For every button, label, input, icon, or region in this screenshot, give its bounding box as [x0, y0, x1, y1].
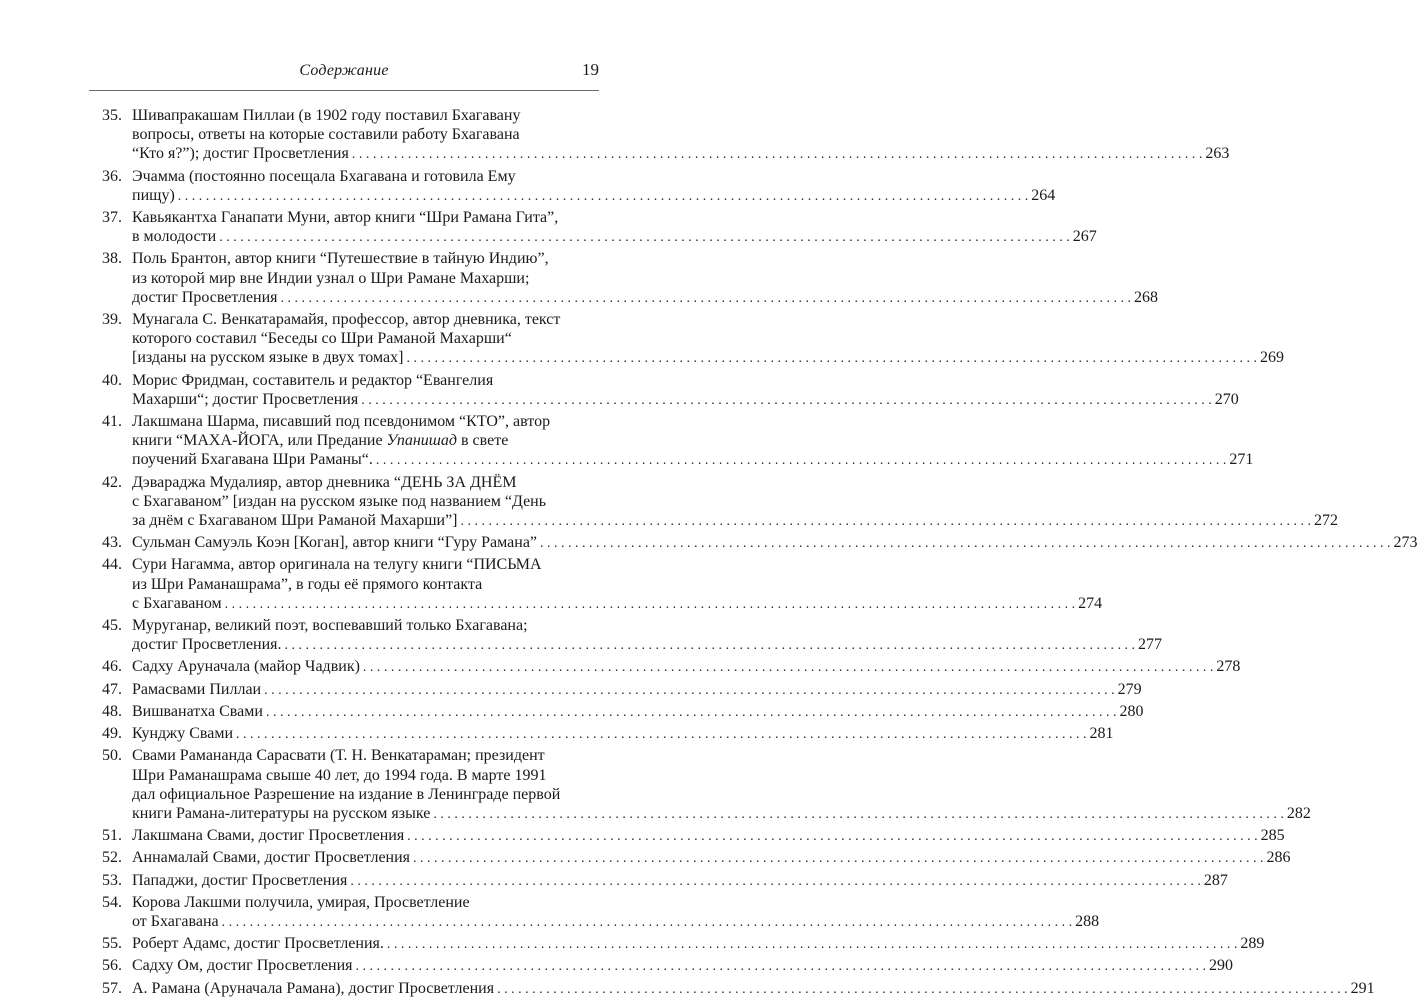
- header-rule: [89, 90, 599, 91]
- entry-last-line: [132, 533, 1418, 553]
- toc-entry: [89, 871, 1228, 891]
- toc-entry: [89, 616, 1163, 655]
- entry-text: [132, 724, 1114, 744]
- entry-number: 46.: [102, 658, 122, 676]
- dot-leader: [216, 228, 1073, 247]
- entry-line-part: книги “МАХА-ЙОГА, или Предание: [132, 432, 387, 450]
- dot-leader: [403, 349, 1260, 368]
- dot-leader: [384, 935, 1241, 954]
- dot-leader: [349, 145, 1206, 164]
- dot-leader: [282, 636, 1139, 655]
- entry-number: 47.: [102, 680, 122, 698]
- entry-page-number: 268: [1134, 288, 1159, 306]
- entry-number: 36.: [102, 167, 122, 185]
- entry-text: [132, 848, 1291, 868]
- toc-entry: [89, 746, 1311, 824]
- entry-number: 55.: [102, 935, 122, 953]
- entry-line: Поль Брантон, автор книги “Путешествие в тайную Индию”,: [132, 250, 549, 268]
- entry-line: Сульман Самуэль Коэн [Коган], автор книги “Гуру Рамана”: [132, 534, 538, 552]
- entry-page-number: 278: [1216, 658, 1241, 676]
- entry-line: Пападжи, достиг Просветления: [132, 871, 348, 889]
- entry-last-line: [132, 144, 1229, 164]
- toc-entry: [89, 848, 1291, 868]
- toc-entry: [89, 555, 1103, 614]
- entry-last-line: [132, 594, 1102, 614]
- entry-text: [132, 746, 1311, 824]
- entry-number: 43.: [102, 534, 122, 552]
- entry-line-italic: Упанишад: [386, 432, 457, 450]
- entry-last-line: [132, 848, 1291, 868]
- toc-entry: [89, 167, 1056, 206]
- dot-leader: [219, 913, 1076, 932]
- entry-page-number: 270: [1214, 390, 1239, 408]
- entry-line: Корова Лакшми получила, умирая, Просветление: [132, 893, 470, 911]
- toc-entry: [89, 826, 1285, 846]
- toc-entry: [89, 702, 1144, 722]
- entry-text: [132, 167, 1055, 206]
- dot-leader: [360, 658, 1217, 677]
- toc-entry: [89, 657, 1241, 677]
- entry-line: в молодости: [132, 228, 217, 246]
- entry-number: 42.: [102, 473, 122, 491]
- entry-line: Садху Ом, достиг Просветления: [132, 957, 353, 975]
- entry-text: [132, 473, 1338, 532]
- entry-page-number: 286: [1266, 849, 1291, 867]
- entry-line: из Шри Раманашрама”, в годы её прямого контакта: [132, 575, 483, 593]
- entry-text: [132, 657, 1240, 677]
- entry-line: Морис Фридман, составитель и редактор “Евангелия: [132, 371, 494, 389]
- entry-page-number: 279: [1117, 680, 1142, 698]
- entry-last-line: [132, 702, 1143, 722]
- entry-last-line: [132, 724, 1114, 744]
- toc-entry: [89, 208, 1097, 247]
- toc-entry: [89, 724, 1114, 744]
- entry-line: от Бхагавана: [132, 912, 219, 930]
- entry-line: пищу): [132, 186, 175, 204]
- entry-page-number: 281: [1089, 725, 1114, 743]
- entry-text: [132, 826, 1285, 846]
- entry-line: Дэвараджа Мудалияр, автор дневника “ДЕНЬ ЗА ДНЁМ: [132, 473, 517, 491]
- entry-text: [132, 106, 1229, 165]
- entry-page-number: 287: [1203, 871, 1228, 889]
- dot-leader: [373, 451, 1230, 470]
- entry-number: 35.: [102, 107, 122, 124]
- entry-page-number: 290: [1209, 957, 1234, 975]
- toc-entry: [89, 412, 1254, 471]
- entry-number: 39.: [102, 311, 122, 329]
- dot-leader: [404, 827, 1261, 846]
- entry-page-number: 285: [1260, 827, 1285, 845]
- entry-last-line: [132, 912, 1099, 932]
- entry-last-line: [132, 871, 1228, 891]
- entry-last-line: [132, 186, 1055, 206]
- entry-page-number: 267: [1072, 228, 1097, 246]
- entry-line: из которой мир вне Индии узнал о Шри Рамане Махарши;: [132, 269, 530, 287]
- dot-leader: [263, 703, 1120, 722]
- entry-last-line: [132, 390, 1239, 410]
- entry-number: 57.: [102, 979, 122, 997]
- dot-leader: [278, 289, 1135, 308]
- entry-text: [132, 979, 1375, 999]
- entry-last-line: [132, 511, 1338, 531]
- entry-text: [132, 702, 1143, 722]
- entry-last-line: [132, 979, 1375, 999]
- entry-line: Лакшмана Шарма, писавший под псевдонимом “КТО”, автор: [132, 413, 551, 431]
- entry-page-number: 271: [1229, 451, 1254, 469]
- entry-text: [132, 680, 1142, 700]
- entry-line: Муруганар, великий поэт, воспевавший только Бхагавана;: [132, 617, 528, 635]
- dot-leader: [358, 391, 1215, 410]
- entry-number: 37.: [102, 209, 122, 227]
- entry-number: 54.: [102, 893, 122, 911]
- entry-line: достиг Просветления.: [132, 636, 282, 654]
- entry-text: [132, 871, 1228, 891]
- entry-page-number: 272: [1314, 512, 1338, 530]
- entry-line: Эчамма (постоянно посещала Бхагавана и готовила Ему: [132, 167, 516, 185]
- entry-line: Шивапракашам Пиллаи (в 1902 году поставил Бхагавану: [132, 107, 521, 124]
- entry-text: [132, 893, 1099, 932]
- toc-entry: [89, 473, 1338, 532]
- entry-line: Кавьякантха Ганапати Муни, автор книги “Шри Рамана Гита”,: [132, 209, 559, 227]
- entry-line-part: в свете: [456, 432, 509, 450]
- entry-line: [изданы на русском языке в двух томах]: [132, 349, 404, 367]
- entry-line: Махарши“; достиг Просветления: [132, 390, 359, 408]
- entry-text: [132, 533, 1418, 553]
- entry-text: [132, 412, 1253, 471]
- entry-line: достиг Просветления: [132, 288, 278, 306]
- entry-line: Мунагала С. Венкатарамайя, профессор, автор дневника, текст: [132, 311, 561, 329]
- entry-line: Лакшмана Свами, достиг Просветления: [132, 827, 405, 845]
- toc-entry: [89, 106, 1230, 165]
- entry-page-number: 274: [1078, 594, 1103, 612]
- entry-page-number: 273: [1393, 534, 1418, 552]
- table-of-contents: [89, 106, 1418, 1001]
- entry-number: 45.: [102, 617, 122, 635]
- entry-last-line: [132, 680, 1142, 700]
- entry-line: вопросы, ответы на которые составили работу Бхагавана: [132, 126, 520, 144]
- entry-line: [132, 431, 1253, 450]
- entry-number: 56.: [102, 957, 122, 975]
- entry-last-line: [132, 934, 1264, 954]
- entry-line: Шри Раманашрама свыше 40 лет, до 1994 года. В марте 1991: [132, 766, 547, 784]
- entry-last-line: [132, 227, 1097, 247]
- entry-line: Садху Аруначала (майор Чадвик): [132, 658, 360, 676]
- entry-text: [132, 310, 1284, 369]
- toc-entry: [89, 680, 1142, 700]
- dot-leader: [537, 534, 1394, 553]
- entry-page-number: 277: [1138, 636, 1163, 654]
- entry-line: Кунджу Свами: [132, 725, 234, 743]
- dot-leader: [261, 681, 1118, 700]
- toc-entry: [89, 310, 1284, 369]
- dot-leader: [222, 595, 1079, 614]
- entry-last-line: [132, 348, 1284, 368]
- toc-entry: [89, 934, 1265, 954]
- entry-text: [132, 555, 1102, 614]
- entry-text: [132, 956, 1233, 976]
- entry-number: 53.: [102, 871, 122, 889]
- entry-page-number: 269: [1259, 349, 1284, 367]
- dot-leader: [458, 512, 1315, 531]
- dot-leader: [175, 187, 1032, 206]
- entry-text: [132, 208, 1097, 247]
- entry-number: 51.: [102, 827, 122, 845]
- entry-number: 48.: [102, 702, 122, 720]
- entry-line: Сури Нагамма, автор оригинала на телугу книги “ПИСЬМА: [132, 556, 542, 574]
- entry-text: [132, 616, 1162, 655]
- dot-leader: [353, 957, 1210, 976]
- entry-line: Свами Рамананда Сарасвати (Т. Н. Венкатараман; президент: [132, 747, 545, 765]
- dot-leader: [430, 805, 1287, 824]
- entry-line: Рамасвами Пиллаи: [132, 680, 262, 698]
- entry-line: с Бхагаваном: [132, 594, 222, 612]
- entry-last-line: [132, 826, 1285, 846]
- entry-number: 40.: [102, 371, 122, 389]
- entry-line: поучений Бхагавана Шри Раманы“.: [132, 451, 373, 469]
- entry-number: 38.: [102, 250, 122, 268]
- entry-line: которого составил “Беседы со Шри Раманой Махарши“: [132, 330, 512, 348]
- dot-leader: [494, 980, 1351, 999]
- entry-line: с Бхагаваном” [издан на русском языке под названием “День: [132, 492, 547, 510]
- entry-last-line: [132, 635, 1162, 655]
- entry-line: Роберт Адамс, достиг Просветления.: [132, 935, 384, 953]
- entry-number: 52.: [102, 849, 122, 867]
- entry-last-line: [132, 804, 1311, 824]
- entry-last-line: [132, 288, 1158, 308]
- entry-line: Вишванатха Свами: [132, 702, 263, 720]
- page-number: 19: [582, 60, 599, 79]
- entry-line: Аннамалай Свами, достиг Просветления: [132, 849, 411, 867]
- toc-entry: [89, 533, 1418, 553]
- toc-entry: [89, 249, 1159, 308]
- dot-leader: [233, 725, 1090, 744]
- entry-page-number: 264: [1031, 186, 1056, 204]
- entry-text: [132, 371, 1239, 410]
- toc-entry: [89, 893, 1100, 932]
- toc-entry: [89, 979, 1375, 999]
- entry-line: дал официальное Разрешение на издание в Ленинграде первой: [132, 785, 561, 803]
- entry-text: [132, 934, 1264, 954]
- entry-number: 44.: [102, 556, 122, 574]
- entry-line: за днём с Бхагаваном Шри Раманой Махарши”]: [132, 512, 458, 530]
- entry-page-number: 282: [1286, 804, 1311, 822]
- entry-text: [132, 249, 1158, 308]
- entry-last-line: [132, 450, 1253, 470]
- toc-entry: [89, 371, 1239, 410]
- running-header: [89, 60, 599, 84]
- entry-page-number: 291: [1350, 979, 1375, 997]
- toc-entry: [89, 956, 1234, 976]
- running-title: Содержание: [299, 62, 389, 79]
- entry-number: 50.: [102, 747, 122, 765]
- dot-leader: [347, 872, 1204, 891]
- entry-line: “Кто я?”); достиг Просветления: [132, 145, 349, 163]
- entry-page-number: 263: [1205, 145, 1230, 163]
- entry-last-line: [132, 956, 1233, 976]
- entry-number: 41.: [102, 413, 122, 431]
- entry-page-number: 289: [1240, 935, 1265, 953]
- entry-line: А. Рамана (Аруначала Рамана), достиг Просветления: [132, 979, 495, 997]
- entry-page-number: 280: [1119, 702, 1144, 720]
- entry-page-number: 288: [1075, 912, 1100, 930]
- entry-line: книги Рамана-литературы на русском языке: [132, 804, 431, 822]
- entry-last-line: [132, 657, 1240, 677]
- entry-number: 49.: [102, 725, 122, 743]
- dot-leader: [410, 849, 1267, 868]
